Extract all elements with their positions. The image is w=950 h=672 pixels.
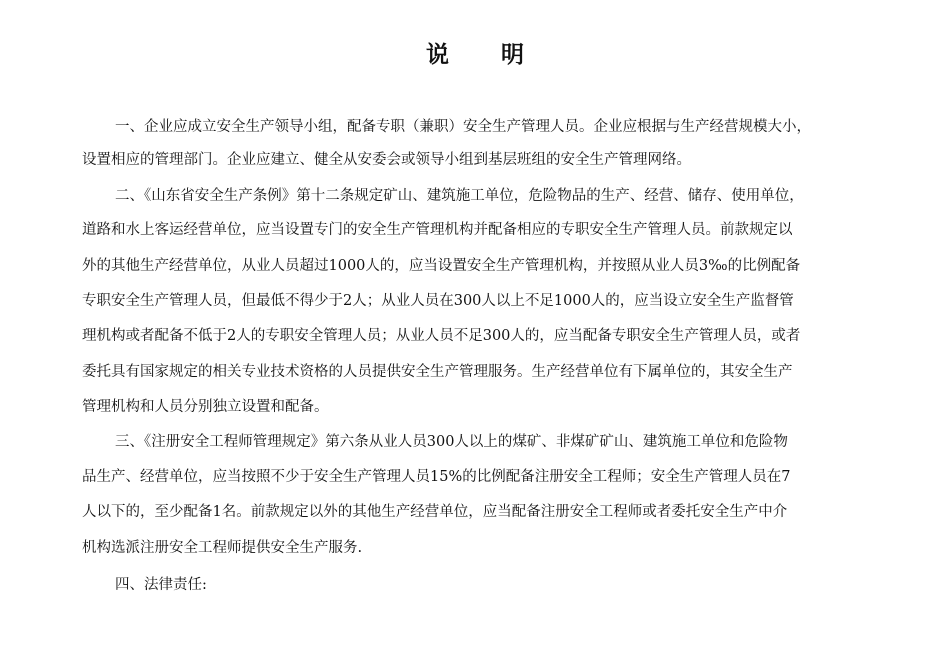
paragraph-line: 二、《山东省安全生产条例》第十二条规定矿山、建筑施工单位，危险物品的生产、经营、储存、使用单位， — [115, 188, 804, 204]
paragraph-line: 道路和水上客运经营单位，应当设置专门的安全生产管理机构并配备相应的专职安全生产管理人员。前款规定以 — [82, 222, 793, 238]
paragraph-line: 一、企业应成立安全生产领导小组，配备专职（兼职）安全生产管理人员。企业应根据与生产经营规模大小， — [115, 119, 811, 135]
paragraph-line: 委托具有国家规定的相关专业技术资格的人员提供安全生产管理服务。生产经营单位有下属单位的，其安全生产 — [82, 364, 793, 380]
paragraph-line: 外的其他生产经营单位，从业人员超过1000人的，应当设置安全生产管理机构，并按照从业人员3‰的比例配备 — [82, 258, 801, 274]
paragraph-line: 专职安全生产管理人员，但最低不得少于2人；从业人员在300人以上不足1000人的，应当设立安全生产监督管 — [82, 293, 794, 309]
paragraph-line: 人以下的，至少配备1名。前款规定以外的其他生产经营单位，应当配备注册安全工程师或者委托安全生产中介 — [82, 504, 788, 520]
paragraph-line: 理机构或者配备不低于2人的专职安全管理人员；从业人员不足300人的，应当配备专职安全生产管理人员，或者 — [82, 328, 801, 344]
paragraph-line: 设置相应的管理部门。企业应建立、健全从安委会或领导小组到基层班组的安全生产管理网络。 — [82, 152, 691, 168]
paragraph-line: 机构选派注册安全工程师提供安全生产服务. — [82, 540, 363, 556]
paragraph-line: 四、法律责任: — [115, 577, 207, 593]
paragraph-line: 品生产、经营单位，应当按照不少于安全生产管理人员15%的比例配备注册安全工程师；安全生产管理人员在7 — [82, 469, 791, 485]
paragraph-line: 管理机构和人员分别独立设置和配备。 — [82, 399, 329, 415]
page-title: 说 明 — [425, 41, 546, 68]
paragraph-line: 三、《注册安全工程师管理规定》第六条从业人员300人以上的煤矿、非煤矿矿山、建筑施工单位和危险物 — [115, 434, 788, 450]
